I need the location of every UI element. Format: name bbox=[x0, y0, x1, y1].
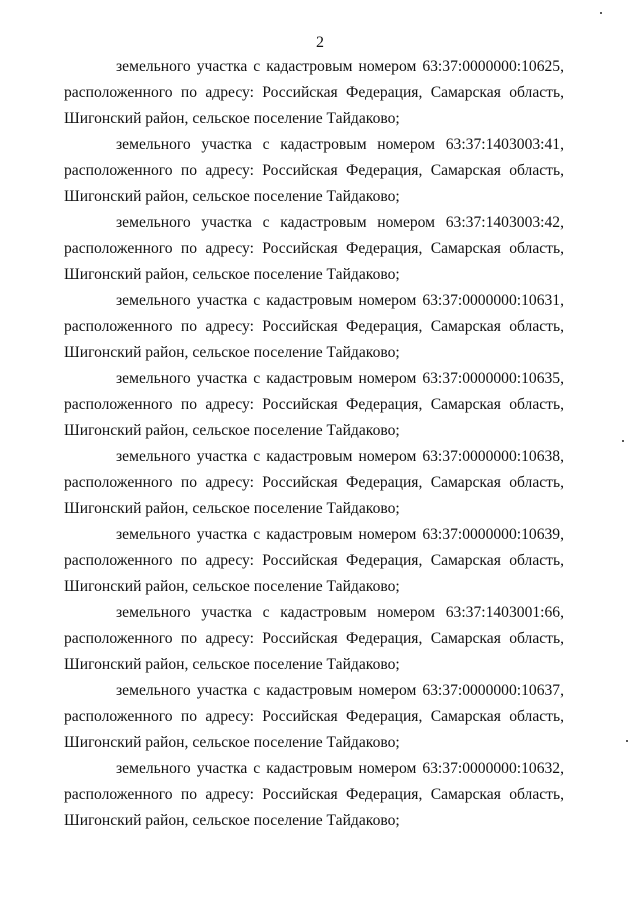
paragraph-line: Шигонский район, сельское поселение Тайдаково; bbox=[64, 734, 400, 751]
paragraph-line: земельного участка с кадастровым номером 63:37:1403003:41, bbox=[116, 136, 564, 153]
paragraph-line: земельного участка с кадастровым номером 63:37:0000000:10639, bbox=[116, 526, 564, 543]
paragraph-line: Шигонский район, сельское поселение Тайдаково; bbox=[64, 110, 400, 127]
document-body bbox=[64, 54, 564, 834]
paragraph-line: расположенного по адресу: Российская Федерация, Самарская область, bbox=[64, 708, 564, 725]
paragraph-line: земельного участка с кадастровым номером 63:37:0000000:10635, bbox=[116, 370, 564, 387]
paragraph-line: Шигонский район, сельское поселение Тайдаково; bbox=[64, 344, 400, 361]
paragraph bbox=[64, 756, 564, 834]
paragraph bbox=[64, 600, 564, 678]
paragraph-line: Шигонский район, сельское поселение Тайдаково; bbox=[64, 578, 400, 595]
scan-speck bbox=[600, 12, 602, 14]
paragraph-line: земельного участка с кадастровым номером 63:37:0000000:10631, bbox=[116, 292, 564, 309]
paragraph bbox=[64, 288, 564, 366]
paragraph-line: Шигонский район, сельское поселение Тайдаково; bbox=[64, 266, 400, 283]
paragraph-line: расположенного по адресу: Российская Федерация, Самарская область, bbox=[64, 84, 564, 101]
paragraph-line: земельного участка с кадастровым номером 63:37:0000000:10638, bbox=[116, 448, 564, 465]
paragraph-line: расположенного по адресу: Российская Федерация, Самарская область, bbox=[64, 786, 564, 803]
scan-speck bbox=[626, 740, 628, 742]
paragraph bbox=[64, 522, 564, 600]
paragraph-line: Шигонский район, сельское поселение Тайдаково; bbox=[64, 188, 400, 205]
page-number: 2 bbox=[316, 34, 324, 51]
paragraph-line: земельного участка с кадастровым номером 63:37:0000000:10637, bbox=[116, 682, 564, 699]
paragraph-line: расположенного по адресу: Российская Федерация, Самарская область, bbox=[64, 552, 564, 569]
paragraph bbox=[64, 132, 564, 210]
paragraph-line: земельного участка с кадастровым номером 63:37:0000000:10632, bbox=[116, 760, 564, 777]
paragraph-line: расположенного по адресу: Российская Федерация, Самарская область, bbox=[64, 474, 564, 491]
paragraph-line: расположенного по адресу: Российская Федерация, Самарская область, bbox=[64, 240, 564, 257]
paragraph-line: расположенного по адресу: Российская Федерация, Самарская область, bbox=[64, 630, 564, 647]
paragraph-line: земельного участка с кадастровым номером 63:37:1403003:42, bbox=[116, 214, 564, 231]
paragraph-line: земельного участка с кадастровым номером 63:37:1403001:66, bbox=[116, 604, 564, 621]
paragraph-line: Шигонский район, сельское поселение Тайдаково; bbox=[64, 500, 400, 517]
paragraph-line: расположенного по адресу: Российская Федерация, Самарская область, bbox=[64, 162, 564, 179]
paragraph-line: расположенного по адресу: Российская Федерация, Самарская область, bbox=[64, 318, 564, 335]
paragraph-line: Шигонский район, сельское поселение Тайдаково; bbox=[64, 656, 400, 673]
paragraph-line: Шигонский район, сельское поселение Тайдаково; bbox=[64, 422, 400, 439]
paragraph bbox=[64, 210, 564, 288]
paragraph bbox=[64, 54, 564, 132]
paragraph bbox=[64, 444, 564, 522]
scan-speck bbox=[622, 440, 624, 442]
paragraph bbox=[64, 678, 564, 756]
paragraph bbox=[64, 366, 564, 444]
paragraph-line: расположенного по адресу: Российская Федерация, Самарская область, bbox=[64, 396, 564, 413]
paragraph-line: земельного участка с кадастровым номером 63:37:0000000:10625, bbox=[116, 58, 564, 75]
paragraph-line: Шигонский район, сельское поселение Тайдаково; bbox=[64, 812, 400, 829]
